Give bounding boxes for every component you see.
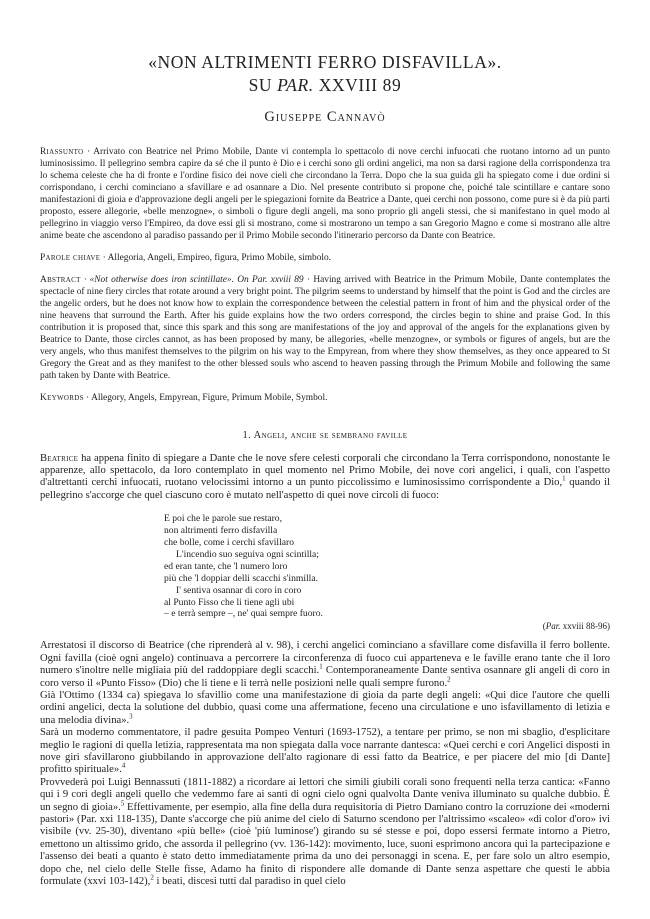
footnote-ref[interactable]: 2 <box>150 873 154 882</box>
verse-line: non altrimenti ferro disfavilla <box>164 525 278 537</box>
riassunto <box>40 146 610 242</box>
verse-quotation <box>164 513 610 620</box>
article-page <box>40 0 610 888</box>
verse-citation <box>40 621 610 631</box>
paragraph-1 <box>40 453 610 503</box>
article-subtitle <box>40 75 610 96</box>
paragraph-4 <box>40 727 610 777</box>
citation-open: ( <box>542 621 546 632</box>
section-heading: 1. Angeli, anche se sembrano faville <box>242 429 408 441</box>
verse-line: E poi che le parole sue restaro, <box>164 513 283 525</box>
paragraph-3-text: Già l'Ottimo (1334 ca) spiegava lo sfavillio come una manifestazione di gioia da parte degli angeli: «Qui dice l'autore che quelli ordini angelici, decta la solutione del dubbio, quasi come una affermatione, feceno una circulatione e uno isfavillamento di letizia e una melodia divina». <box>40 689 610 726</box>
riassunto-text: · Arrivato con Beatrice nel Primo Mobile, Dante vi contempla lo spettacolo di nove cerchi infuocati che ruotano intorno ad un punto luminosissimo. Il pellegrino sembra capire da sé che il punto è Dio e i cerchi sono gli ordini angelici, ma non sa darsi ragione della corrispondenza tra lo schema celeste che ha di fronte e l'ordine fisico dei nove cieli che circondano la Terra. Dopo che la sua guida gli ha spiegato come i due ordini si corrispondano, i cerchi cominciano a sfavillare e ad osannare a Dio. Nel presente contributo si propone che, poiché tale scintillare e cantare sono manifestazioni di gioia e d'approvazione degli angeli per le spiegazioni fornite da Beatrice a Dante, quei cerchi non possono, come pure si è da più parti proposto, essere allegorie, «belle menzogne», o simboli o figure degli angeli, ma sono proprio gli angeli stessi, che si manifestano in quel modo al pellegrino in viaggio verso l'Empireo, da dove essi gli si mostrano, come si mostrarono un tempo a san Gregorio Magno e come si mostrano alle altre anime beate che ascendono al paradiso passando per il Primo Mobile secondo l'itinerario percorso da Dante con Beatrice. <box>40 147 610 242</box>
article-title: «NON ALTRIMENTI FERRO DISFAVILLA». <box>148 52 502 72</box>
subtitle-emphasis: PAR. <box>277 75 314 95</box>
paragraph-2-text-b: Contemporaneamente Dante sentiva osannare gli angeli di coro in coro verso il «Punto Fisso» (Dio) che li tiene e li terrà nelle posizioni nelle quali sempre furono. <box>40 665 610 689</box>
abstract <box>40 274 610 382</box>
keywords <box>40 392 610 404</box>
parole-chiave-text: · Allegoria, Angeli, Empireo, figura, Primo Mobile, simbolo. <box>100 252 332 263</box>
citation-ref: xxviii 88-96) <box>560 621 610 632</box>
paragraph-5 <box>40 777 610 889</box>
paragraph-2 <box>40 640 610 690</box>
footnote-ref[interactable]: 1 <box>319 662 323 671</box>
paragraph-1-text-a: ha appena finito di spiegare a Dante che le nove sfere celesti corporali che circondano la Terra corrispondono, nonostante le apparenze, allo spettacolo, da loro contemplato in quel momento nel Primo Mobile, dei nove cori angelici, i quali, con l'aspetto d'altrettanti cerchi infuocati, ruotano velocissimi intorno a un punto piccolissimo e luminosissimo corrispondente a Dio, <box>40 452 610 489</box>
abstract-title: · «Not otherwise does iron scintillate». On Par. xxviii 89 <box>80 274 304 285</box>
paragraph-4-text: Sarà un moderno commentatore, il padre gesuita Pompeo Venturi (1693-1752), a tentare per primo, se non mi sbaglio, d'esplicitare meglio le ragioni di quella letizia, rappresentata ma non spiegata dalla voce narrante dantesca: «Quei cerchi e cori Angelici disposti in nove giri sfavillarono giubbilando in approvazione dell'alto ragionare di essi fatto da Beatrice, e per piacere del mio [di Dante] profitto spirituale». <box>40 727 610 776</box>
verse-line: più che 'l doppiar delli scacchi s'inmilla. <box>164 572 318 584</box>
keywords-label: Keywords <box>40 392 84 403</box>
paragraph-3 <box>40 690 610 727</box>
footnote-ref[interactable]: 2 <box>447 675 451 684</box>
parole-chiave <box>40 252 610 264</box>
subtitle-suffix: XXVIII 89 <box>313 75 402 95</box>
abstract-label: Abstract <box>40 274 81 285</box>
footnote-ref[interactable]: 5 <box>120 799 125 808</box>
author-name: Giuseppe Cannavò <box>264 109 386 125</box>
keywords-text: · Allegory, Angels, Empyrean, Figure, Primum Mobile, Symbol. <box>83 392 328 403</box>
paragraph-5-text-c: i beati, discesi tutti dal paradiso in quel cielo <box>153 876 346 888</box>
footnote-ref[interactable]: 3 <box>129 712 133 721</box>
paragraph-1-lead: Beatrice <box>40 452 79 464</box>
verse-line: al Punto Fisso che li tiene agli ubi <box>164 596 295 608</box>
footnote-ref[interactable]: 1 <box>562 474 566 483</box>
subtitle-prefix: SU <box>248 75 278 95</box>
paragraph-5-text: Provvederà poi Luigi Bennassuti (1811-1882) a ricordare ai lettori che simili giubili corali sono frequenti nella terza cantica: «Fanno qui i 9 cori degli angeli quello che vedemmo fare ai santi di ogni cielo ogni qualvolta Dante veniva illuminato su qualche dubbio. È un segno di gioia». <box>40 776 610 813</box>
abstract-text: · Having arrived with Beatrice in the Primum Mobile, Dante contemplates the spectacle of nine fiery circles that rotate around a very bright point. The pilgrim seems to understand by himself that the point is God and the circles are the angelic orders, but he does not know how to explain the correspondence between the celestial pattern in front of him and the physical order of the nine heavens that surround the Earth. After his guide explains how the two orders correspond, the circles begin to shine and praise God. In this contribution it is proposed that, since this spark and this song are manifestations of the joy and approval of the angels for the explanations given by Beatrice to Dante, those circles cannot, as has been proposed by many, be allegories, «belle menzogne», or symbols or figures of angels, but are the very angels, who thus manifest themselves to the pilgrim on his way to the Empyrean, from where they show themselves, as they once appeared to St Gregory the Great and as they manifest to the other blessed souls who ascend to heaven passing through the Primum Mobile and following the same path taken by Dante with Beatrice. <box>40 274 610 382</box>
verse-line: I' sentiva osannar di coro in coro <box>176 584 302 596</box>
parole-chiave-label: Parole chiave <box>40 252 101 263</box>
verse-line: – e terrà sempre –, ne' quai sempre fuoro. <box>164 608 323 620</box>
paragraph-5-text-b: Effettivamente, per esempio, alla fine della dura requisitoria di Pietro Damiano contro la corruzione dei «moderni pastori» (Par. xxi 118-135), Dante s'accorge che più anime del cielo di Saturno scendono per l'altrissimo «scaleo» «di color d'oro» ivi visibile (vv. 25-30), diventano «più belle» (cioè 'più luminose') girando su sé stesse e poi, dopo essersi fermate intorno a Pietro, emettono un altissimo grido, che assorda il pellegrino (vv. 136-142): movimento, luce, suoni esprimono ancora qui la partecipazione e l'assenso dei beati a quanto è stato detto immediatamente prima da uno dei personaggi in scena. E, per fare solo un altro esempio, dopo che, nel cielo delle Stelle fisse, Adamo ha finito di rispondere alle domande di Dante senza aspettare che questi le abbia formulate (xxvi 103-142), <box>40 801 610 888</box>
footnote-ref[interactable]: 4 <box>121 761 126 770</box>
verse-line: L'incendio suo seguiva ogni scintilla; <box>176 548 319 560</box>
verse-line: ed eran tante, che 'l numero loro <box>164 560 288 572</box>
verse-line: che bolle, come i cerchi sfavillaro <box>164 537 294 549</box>
paragraph-1-text-b: quando il pellegrino s'accorge che quel ciascuno coro è mutato nell'aspetto di quei nove circoli di fuoco: <box>40 477 611 501</box>
citation-work: Par. <box>545 621 561 632</box>
paragraph-2-text: Arrestatosi il discorso di Beatrice (che riprenderà al v. 98), i cerchi angelici cominciano a sfavillare come disfavilla il ferro bollente. Ogni favilla (cioè ogni angelo) continuava a percorrere la circonferenza di fuoco cui apparteneva e le faville erano tante che il loro numero s'inoltre nelle migliaia più del raddoppiare degli scacchi. <box>40 640 610 677</box>
riassunto-label: Riassunto <box>40 147 84 157</box>
